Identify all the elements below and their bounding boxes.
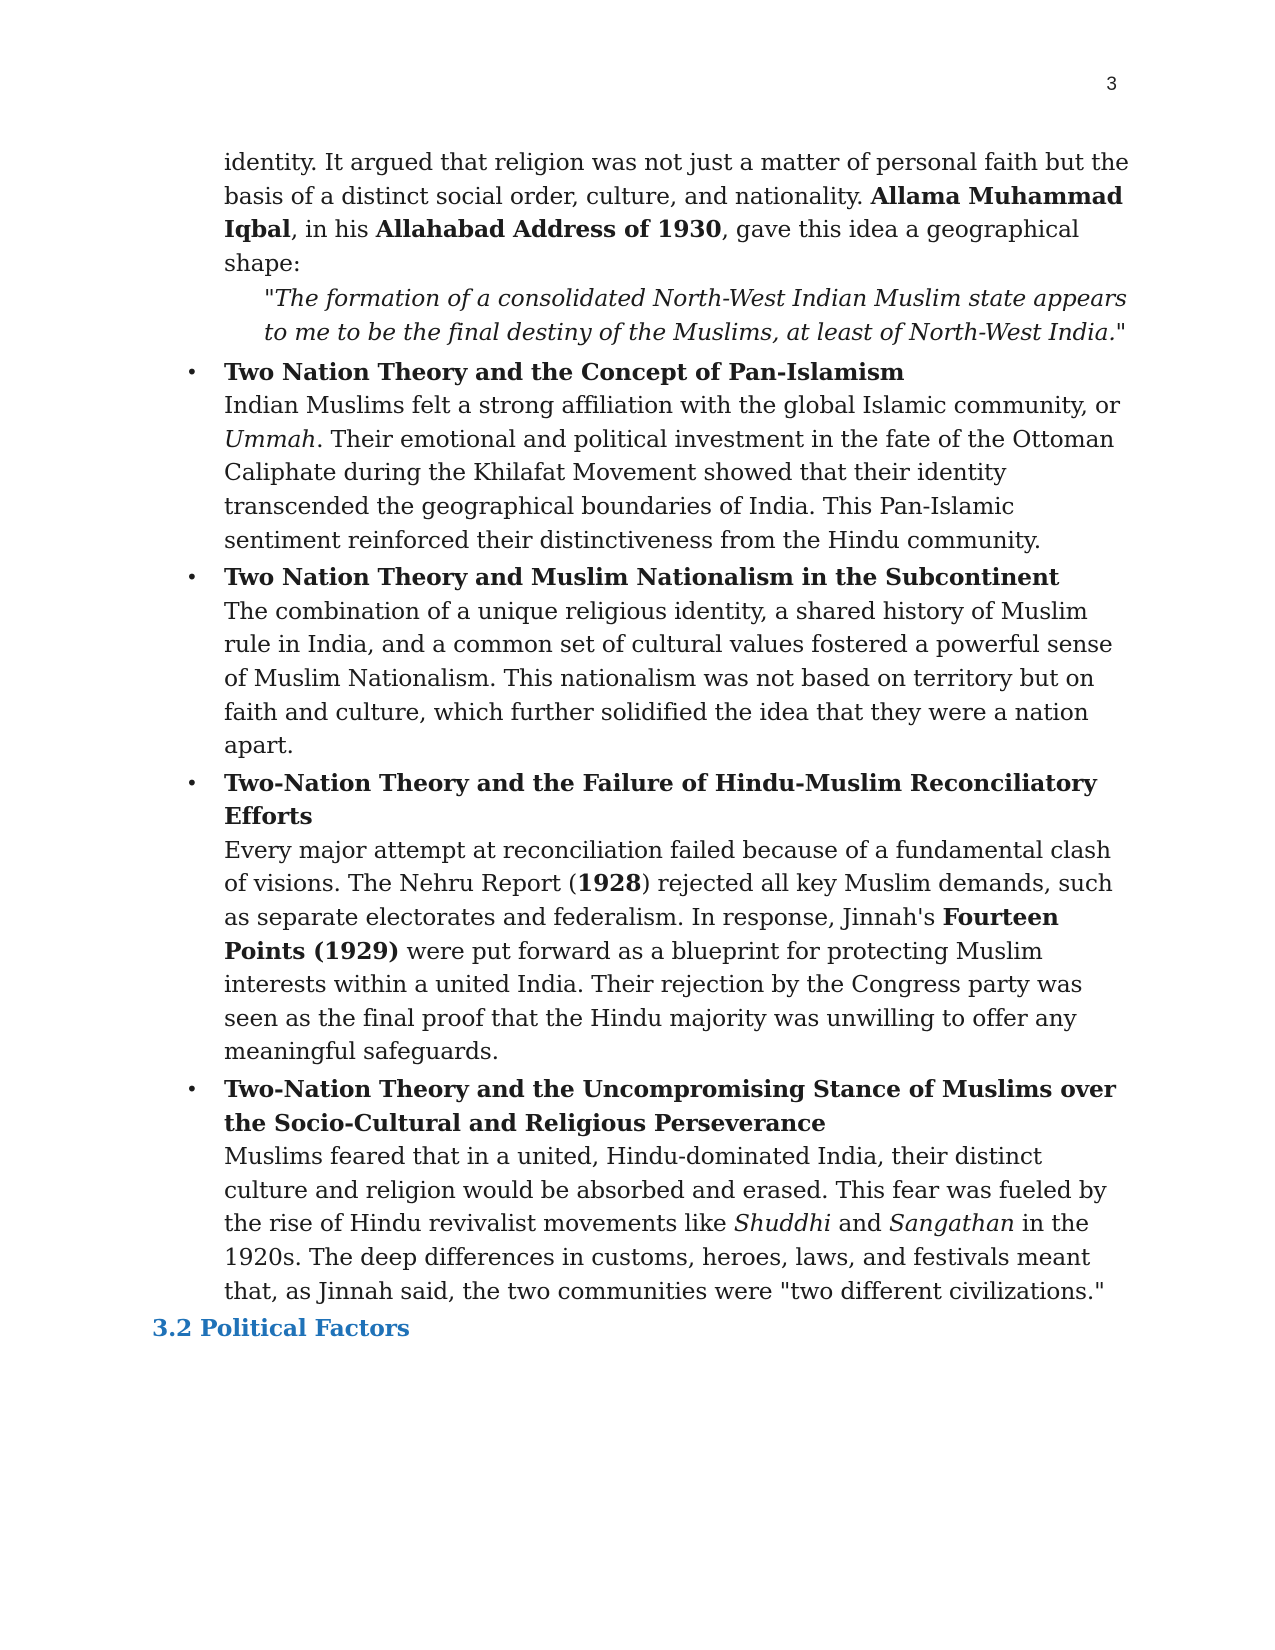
bullet-icon: •: [186, 1077, 198, 1102]
list-item: [186, 767, 1132, 1069]
intro-text: , gave this idea a geographical shape:: [224, 215, 1080, 277]
item-text: Every major attempt at reconciliation failed because of a fundamental clash of visions. The Nehru Report (: [224, 835, 1111, 898]
item-title: Two-Nation Theory and the Failure of Hindu-Muslim Reconciliatory Efforts: [224, 768, 1097, 831]
intro-paragraph: [224, 146, 1132, 280]
item-text: . Their emotional and political investment in the fate of the Ottoman Caliphate during the Khilafat Movement showed that their identity transcended the geographical boundaries of India. This Pan-Islamic sentiment reinforced their distinctiveness from the Hindu community.: [224, 424, 1115, 554]
theory-list: [152, 356, 1132, 1309]
shuddhi-term: Shuddhi: [733, 1209, 832, 1238]
item-title: Two-Nation Theory and the Uncompromising Stance of Muslims over the Socio-Cultural and Religious Perseverance: [224, 1075, 1116, 1137]
item-body: The combination of a unique religious identity, a shared history of Muslim rule in India, and a common set of cultural values fostered a powerful sense of Muslim Nationalism. This nationalism was not based on territory but on faith and culture, which further solidified the idea that they were a nation apart.: [224, 596, 1113, 760]
item-body: [224, 834, 1132, 1069]
item-text: were put forward as a blueprint for protecting Muslim interests within a united India. Their rejection by the Congress party was seen as the final proof that the Hindu majority was unwilling to offer any meaningful safeguards.: [224, 936, 1083, 1066]
fourteen-points: Fourteen Points (1929): [224, 903, 1059, 965]
document-body: [152, 146, 1132, 1346]
list-item: [186, 356, 1132, 558]
page-number: 3: [1106, 74, 1117, 95]
bullet-icon: •: [186, 359, 198, 384]
iqbal-name: Allama Muhammad Iqbal: [224, 181, 1123, 244]
item-text: Indian Muslims felt a strong affiliation with the global Islamic community, or: [224, 391, 1120, 420]
sangathan-term: Sangathan: [888, 1209, 1015, 1238]
intro-text: identity. It argued that religion was not just a matter of personal faith but the basis of a distinct social order, culture, and nationality.: [224, 148, 1129, 210]
item-body: [224, 1140, 1132, 1308]
item-text: and: [831, 1209, 889, 1238]
item-title: Two Nation Theory and Muslim Nationalism in the Subcontinent: [224, 563, 1060, 592]
bullet-icon: •: [186, 770, 198, 795]
item-body: [224, 389, 1132, 557]
allahabad-address: Allahabad Address of 1930: [375, 215, 722, 244]
ummah-term: Ummah: [224, 424, 317, 453]
item-title: Two Nation Theory and the Concept of Pan-Islamism: [224, 357, 905, 386]
item-text: Muslims feared that in a united, Hindu-dominated India, their distinct culture and religion would be absorbed and erased. This fear was fueled by the rise of Hindu revivalist movements like: [224, 1142, 1107, 1238]
bullet-icon: •: [186, 565, 198, 590]
list-item: [186, 1073, 1132, 1308]
item-text: in the 1920s. The deep differences in customs, heroes, laws, and festivals meant that, as Jinnah said, the two communities were "two different civilizations.": [224, 1209, 1105, 1305]
iqbal-quote: "The formation of a consolidated North-West Indian Muslim state appears to me to be the final destiny of the Muslims, at least of North-West India.": [264, 284, 1127, 346]
item-text: ) rejected all key Muslim demands, such as separate electorates and federalism. In response, Jinnah's: [224, 869, 1113, 932]
nehru-year: 1928: [577, 869, 642, 898]
section-heading: 3.2 Political Factors: [152, 1314, 410, 1343]
intro-text: , in his: [290, 215, 376, 244]
list-item: [186, 561, 1132, 763]
